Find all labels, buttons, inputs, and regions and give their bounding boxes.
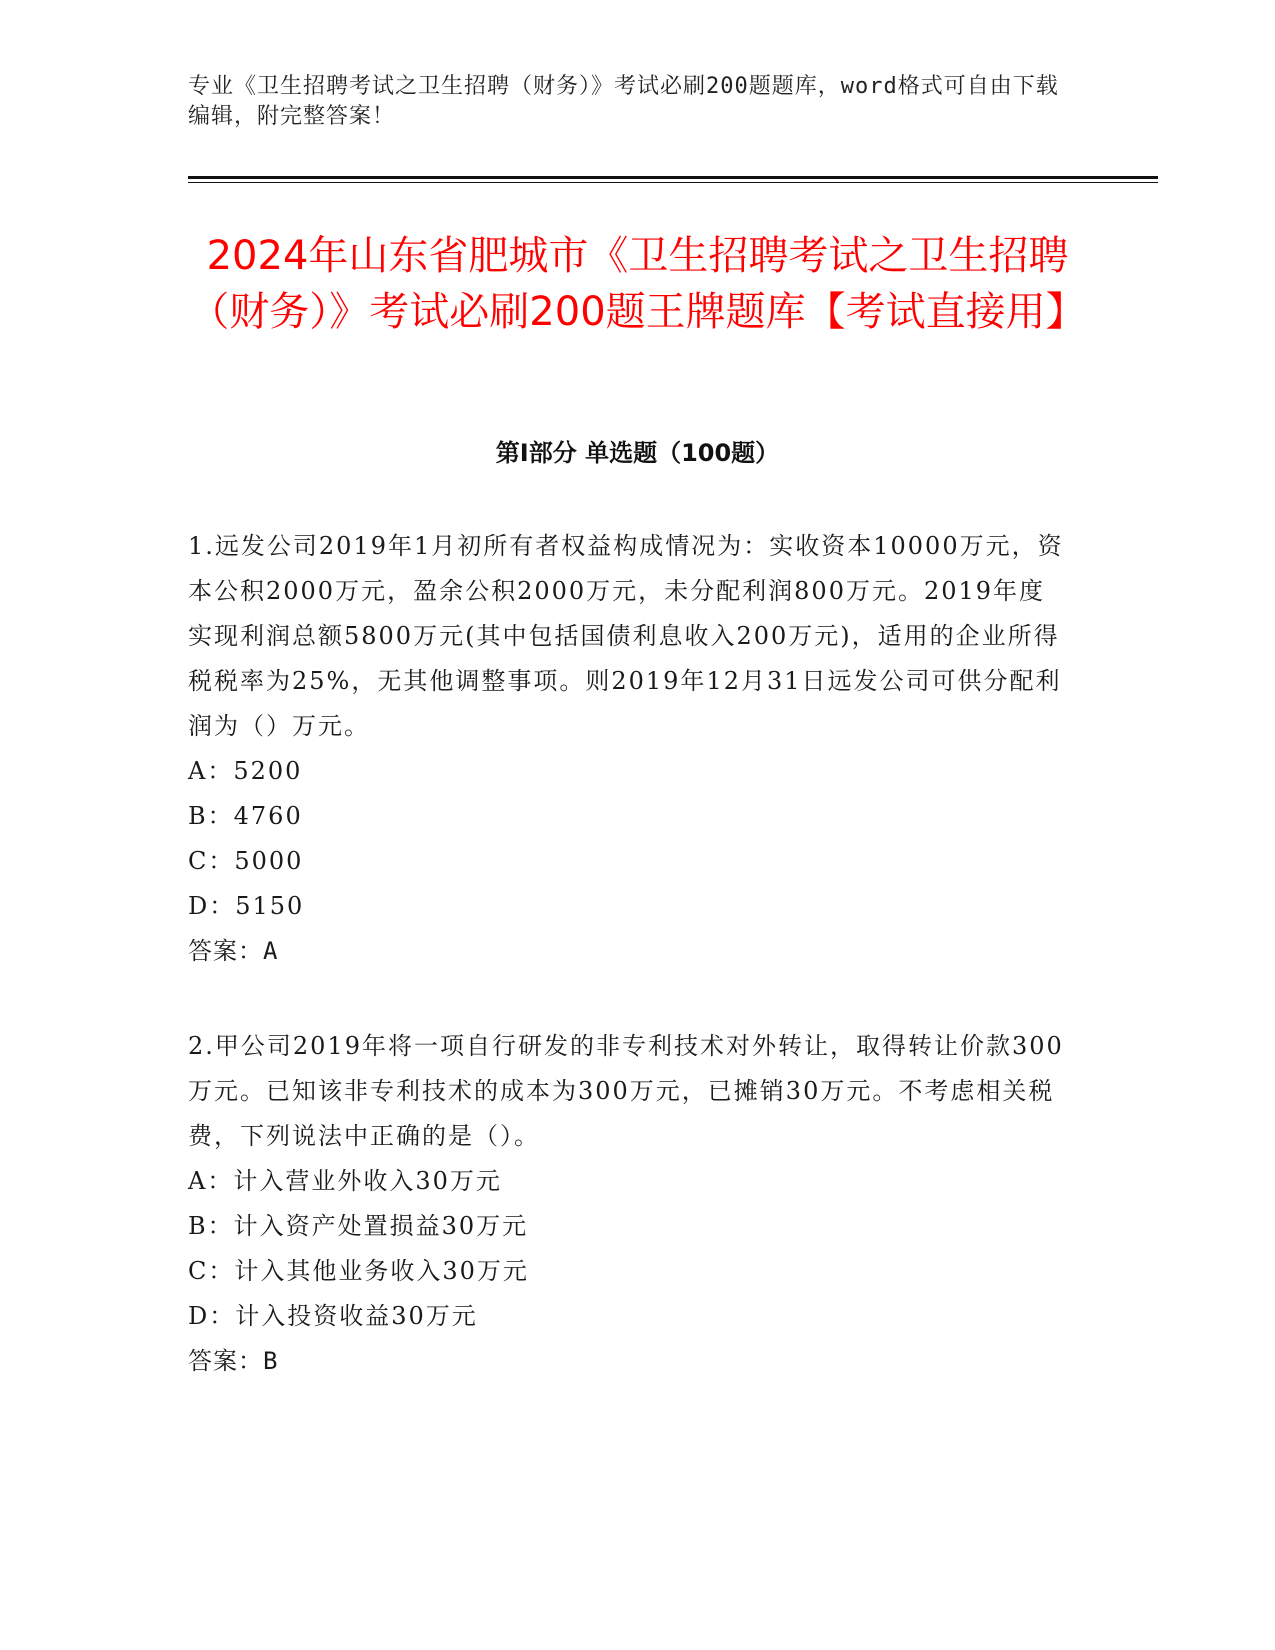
question-2 <box>188 1024 1068 1384</box>
option-b: B：4760 <box>188 802 303 830</box>
header-note: 专业《卫生招聘考试之卫生招聘（财务）》考试必刷200题题库，word格式可自由下载编辑，附完整答案！ <box>188 74 1059 129</box>
header-rule-thick <box>188 176 1158 179</box>
option-b: B：计入资产处置损益30万元 <box>188 1212 529 1240</box>
option-c: C：5000 <box>188 847 304 875</box>
option-d: D：计入投资收益30万元 <box>188 1302 478 1330</box>
document-title: 2024年山东省肥城市《卫生招聘考试之卫生招聘（财务）》考试必刷200题王牌题库【考试直接用】 <box>189 233 1086 335</box>
header-rule-thin <box>188 182 1158 183</box>
option-a: A：5200 <box>188 757 303 785</box>
option-a: A：计入营业外收入30万元 <box>188 1167 502 1195</box>
question-stem: 2.甲公司2019年将一项自行研发的非专利技术对外转让，取得转让价款300万元。已知该非专利技术的成本为300万元，已摊销30万元。不考虑相关税费，下列说法中正确的是（）。 <box>188 1032 1064 1150</box>
option-d: D：5150 <box>188 892 305 920</box>
question-1 <box>188 524 1068 974</box>
answer: 答案：A <box>188 937 279 965</box>
section-heading: 第Ⅰ部分 单选题（100题） <box>495 439 780 467</box>
question-stem: 1.远发公司2019年1月初所有者权益构成情况为：实收资本10000万元，资本公积2000万元，盈余公积2000万元，未分配利润800万元。2019年度实现利润总额5800万元(其中包括国债利息收入200万元)，适用的企业所得税税率为25%，无其他调整事项。则2019年12月31日远发公司可供分配利润为（）万元。 <box>188 532 1064 740</box>
answer: 答案：B <box>188 1347 279 1375</box>
option-c: C：计入其他业务收入30万元 <box>188 1257 529 1285</box>
